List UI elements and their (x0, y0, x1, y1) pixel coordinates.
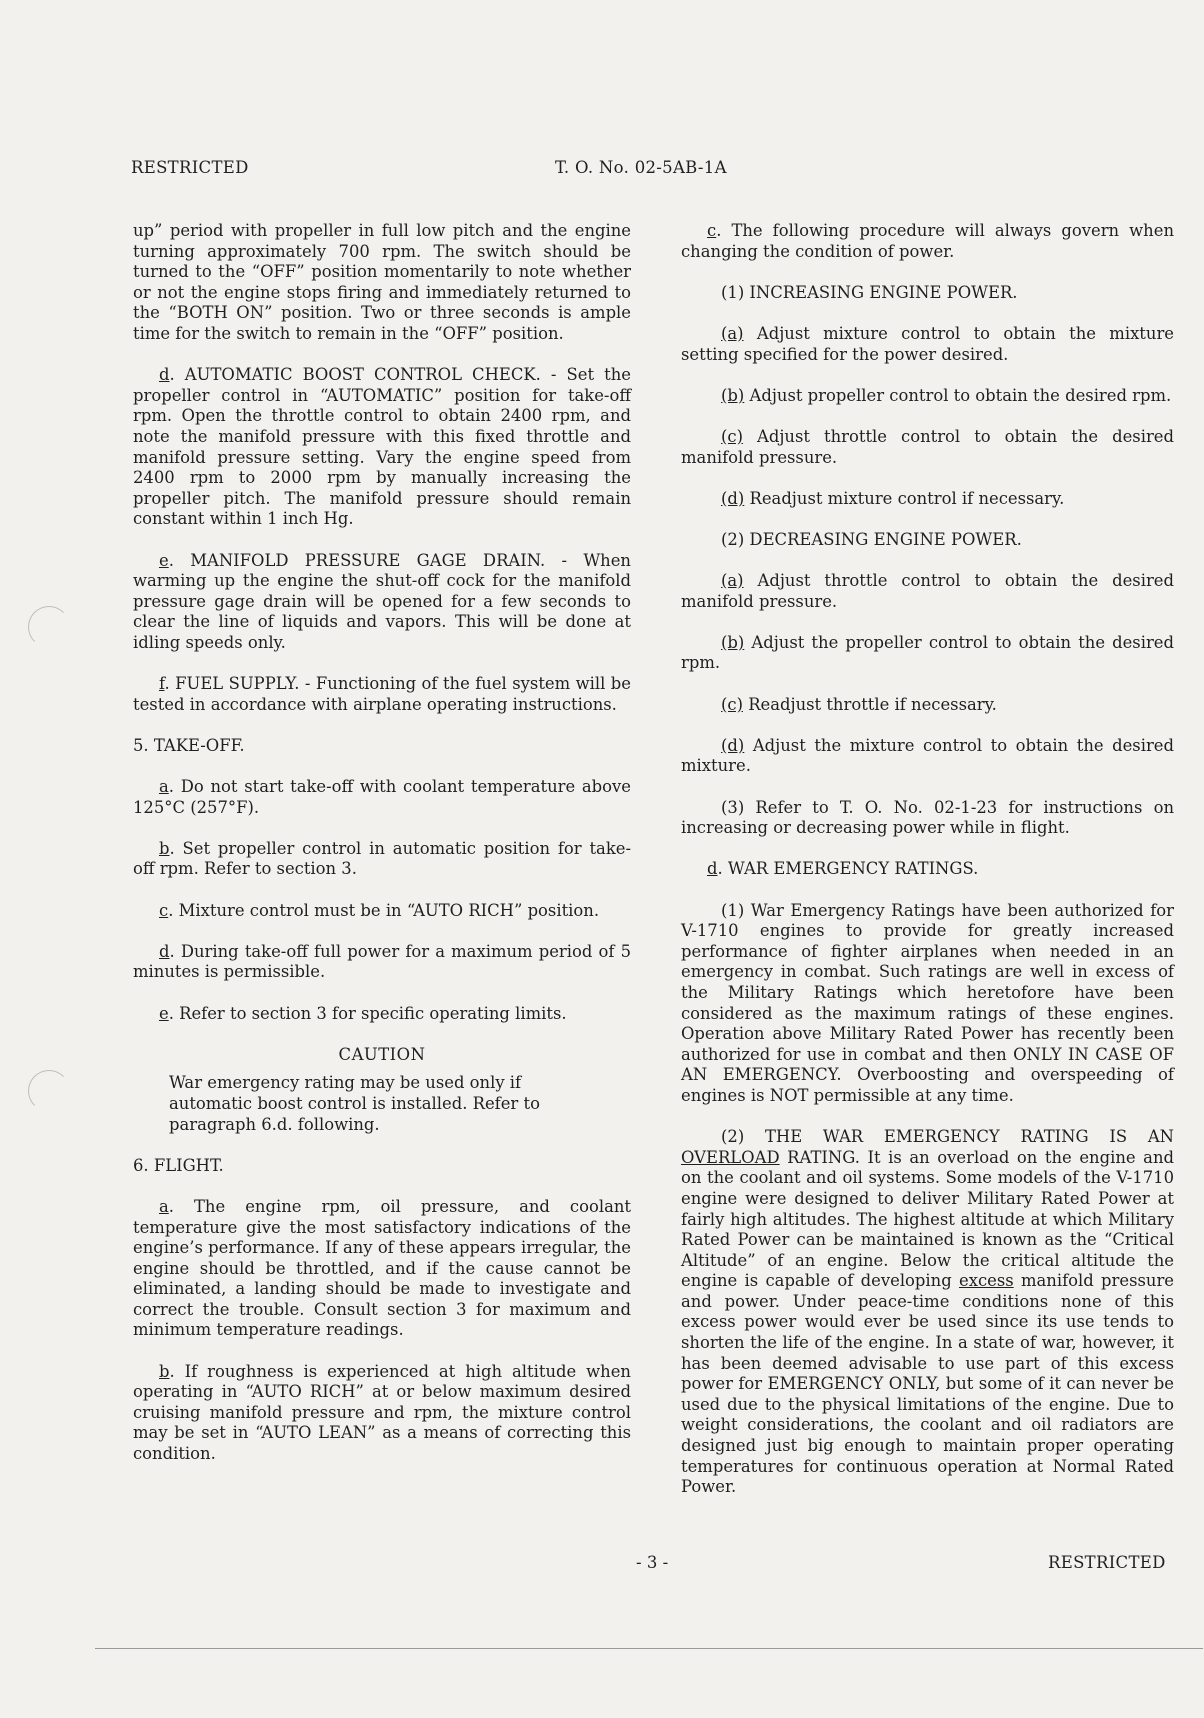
paragraph-flight-a: a. The engine rpm, oil pressure, and coolant temperature give the most satisfactory indications of the engine’s performance. If any of these appears irregular, the engine should be throttled, and if the cause cannot be eliminated, a landing should be made to investigate and correct the trouble. Consult section 3 for maximum and minimum temperature readings. (133, 1196, 631, 1340)
footer-classification: RESTRICTED (1048, 1553, 1166, 1572)
step-decreasing-c: (c) Readjust throttle if necessary. (721, 694, 997, 714)
paragraph-take-off-a: a. Do not start take-off with coolant temperature above 125°C (257°F). (133, 777, 631, 817)
paragraph-automatic-boost-control-check: d. AUTOMATIC BOOST CONTROL CHECK. - Set the propeller control in “AUTOMATIC” position for take-off rpm. Open the throttle control to obtain 2400 rpm, and note the manifold pressure with this fixed throttle and manifold pressure setting. Vary the engine speed from 2400 rpm to 2000 rpm by manually increasing the propeller pitch. The manifold pressure should remain constant within 1 inch Hg. (133, 365, 631, 529)
section-heading-take-off: 5. TAKE-OFF. (133, 735, 245, 755)
section-heading-flight: 6. FLIGHT. (133, 1155, 224, 1175)
punch-hole-mark (28, 1070, 70, 1112)
paragraph-war-emergency-2: (2) THE WAR EMERGENCY RATING IS AN OVERLOAD RATING. It is an overload on the engine and on the coolant and oil systems. Some models of the V-1710 engine were designed to deliver Military Rated Power at fairly high altitudes. The highest altitude at which Military Rated Power can be maintained is known as the “Critical Altitude” of an engine. Below the critical altitude the engine is capable of developing excess manifold pressure and power. Under peace-time conditions none of this excess power would ever be used since its use tends to shorten the life of the engine. In a state of war, however, it has been deemed advisable to use part of this excess power for EMERGENCY ONLY, but some of it can never be used due to the physical limitations of the engine. Due to weight considerations, the coolant and oil radiators are designed just big enough to maintain proper operating temperatures for continuous operation at Normal Rated Power. (681, 1127, 1174, 1497)
step-increasing-d: (d) Readjust mixture control if necessary. (721, 488, 1065, 508)
paragraph-war-emergency-1: (1) War Emergency Ratings have been authorized for V-1710 engines to provide for greatly increased performance of fighter airplanes when needed in an emergency in combat. Such ratings are well in excess of the Military Ratings which heretofore have been considered as the maximum ratings of these engines. Operation above Military Rated Power has recently been authorized for use in combat and then ONLY IN CASE OF AN EMERGENCY. Overboosting and overspeeding of engines is NOT permissible at any time. (681, 900, 1174, 1105)
step-decreasing-a: (a) Adjust throttle control to obtain the desired manifold pressure. (681, 571, 1174, 611)
step-increasing-b: (b) Adjust propeller control to obtain the desired rpm. (721, 385, 1172, 405)
paragraph-take-off-b: b. Set propeller control in automatic position for take-off rpm. Refer to section 3. (133, 838, 631, 879)
punch-hole-mark (28, 606, 70, 648)
caution-title: CAUTION (338, 1044, 426, 1064)
paragraph-manifold-pressure-gage-drain: e. MANIFOLD PRESSURE GAGE DRAIN. - When warming up the engine the shut-off cock for the manifold pressure gage drain will be opened for a few seconds to clear the line of liquids and vapors. This will be done at idling speeds only. (133, 550, 631, 652)
paragraph-take-off-c: c. Mixture control must be in “AUTO RICH” position. (159, 900, 600, 920)
step-increasing-c: (c) Adjust throttle control to obtain the desired manifold pressure. (681, 426, 1174, 467)
header-classification: RESTRICTED (131, 158, 249, 177)
paragraph-run-up-continued: up” period with propeller in full low pitch and the engine turning approximately 700 rpm. The switch should be turned to the “OFF” position momentarily to note whether or not the engine stops firing and immediately returned to the “BOTH ON” position. Two or three seconds is ample time for the switch to remain in the “OFF” position. (133, 221, 631, 343)
heading-war-emergency-ratings: d. WAR EMERGENCY RATINGS. (707, 859, 979, 879)
bottom-edge-line (95, 1648, 1203, 1649)
header-document-number: T. O. No. 02-5AB-1A (555, 158, 727, 177)
left-column (133, 221, 631, 1485)
heading-decreasing-engine-power: (2) DECREASING ENGINE POWER. (721, 529, 1022, 549)
page-number: - 3 - (636, 1553, 669, 1572)
paragraph-fuel-supply: f. FUEL SUPPLY. - Functioning of the fuel system will be tested in accordance with airplane operating instructions. (133, 674, 631, 714)
paragraph-refer-to-to: (3) Refer to T. O. No. 02-1-23 for instructions on increasing or decreasing power while in flight. (681, 797, 1174, 838)
paragraph-flight-b: b. If roughness is experienced at high altitude when operating in “AUTO RICH” at or below maximum desired cruising manifold pressure and rpm, the mixture control may be set in “AUTO LEAN” as a means of correcting this condition. (133, 1361, 631, 1464)
paragraph-take-off-e: e. Refer to section 3 for specific operating limits. (159, 1003, 567, 1023)
paragraph-take-off-d: d. During take-off full power for a maximum period of 5 minutes is permissible. (133, 941, 631, 982)
right-column (681, 221, 1174, 1518)
caution-text: War emergency rating may be used only if automatic boost control is installed. Refer to paragraph 6.d. following. (169, 1073, 540, 1134)
step-increasing-a: (a) Adjust mixture control to obtain the mixture setting specified for the power desired. (681, 323, 1174, 364)
paragraph-power-procedure: c. The following procedure will always govern when changing the condition of power. (681, 221, 1174, 261)
step-decreasing-d: (d) Adjust the mixture control to obtain the desired mixture. (681, 735, 1174, 776)
heading-increasing-engine-power: (1) INCREASING ENGINE POWER. (721, 282, 1018, 302)
step-decreasing-b: (b) Adjust the propeller control to obtain the desired rpm. (681, 632, 1174, 673)
